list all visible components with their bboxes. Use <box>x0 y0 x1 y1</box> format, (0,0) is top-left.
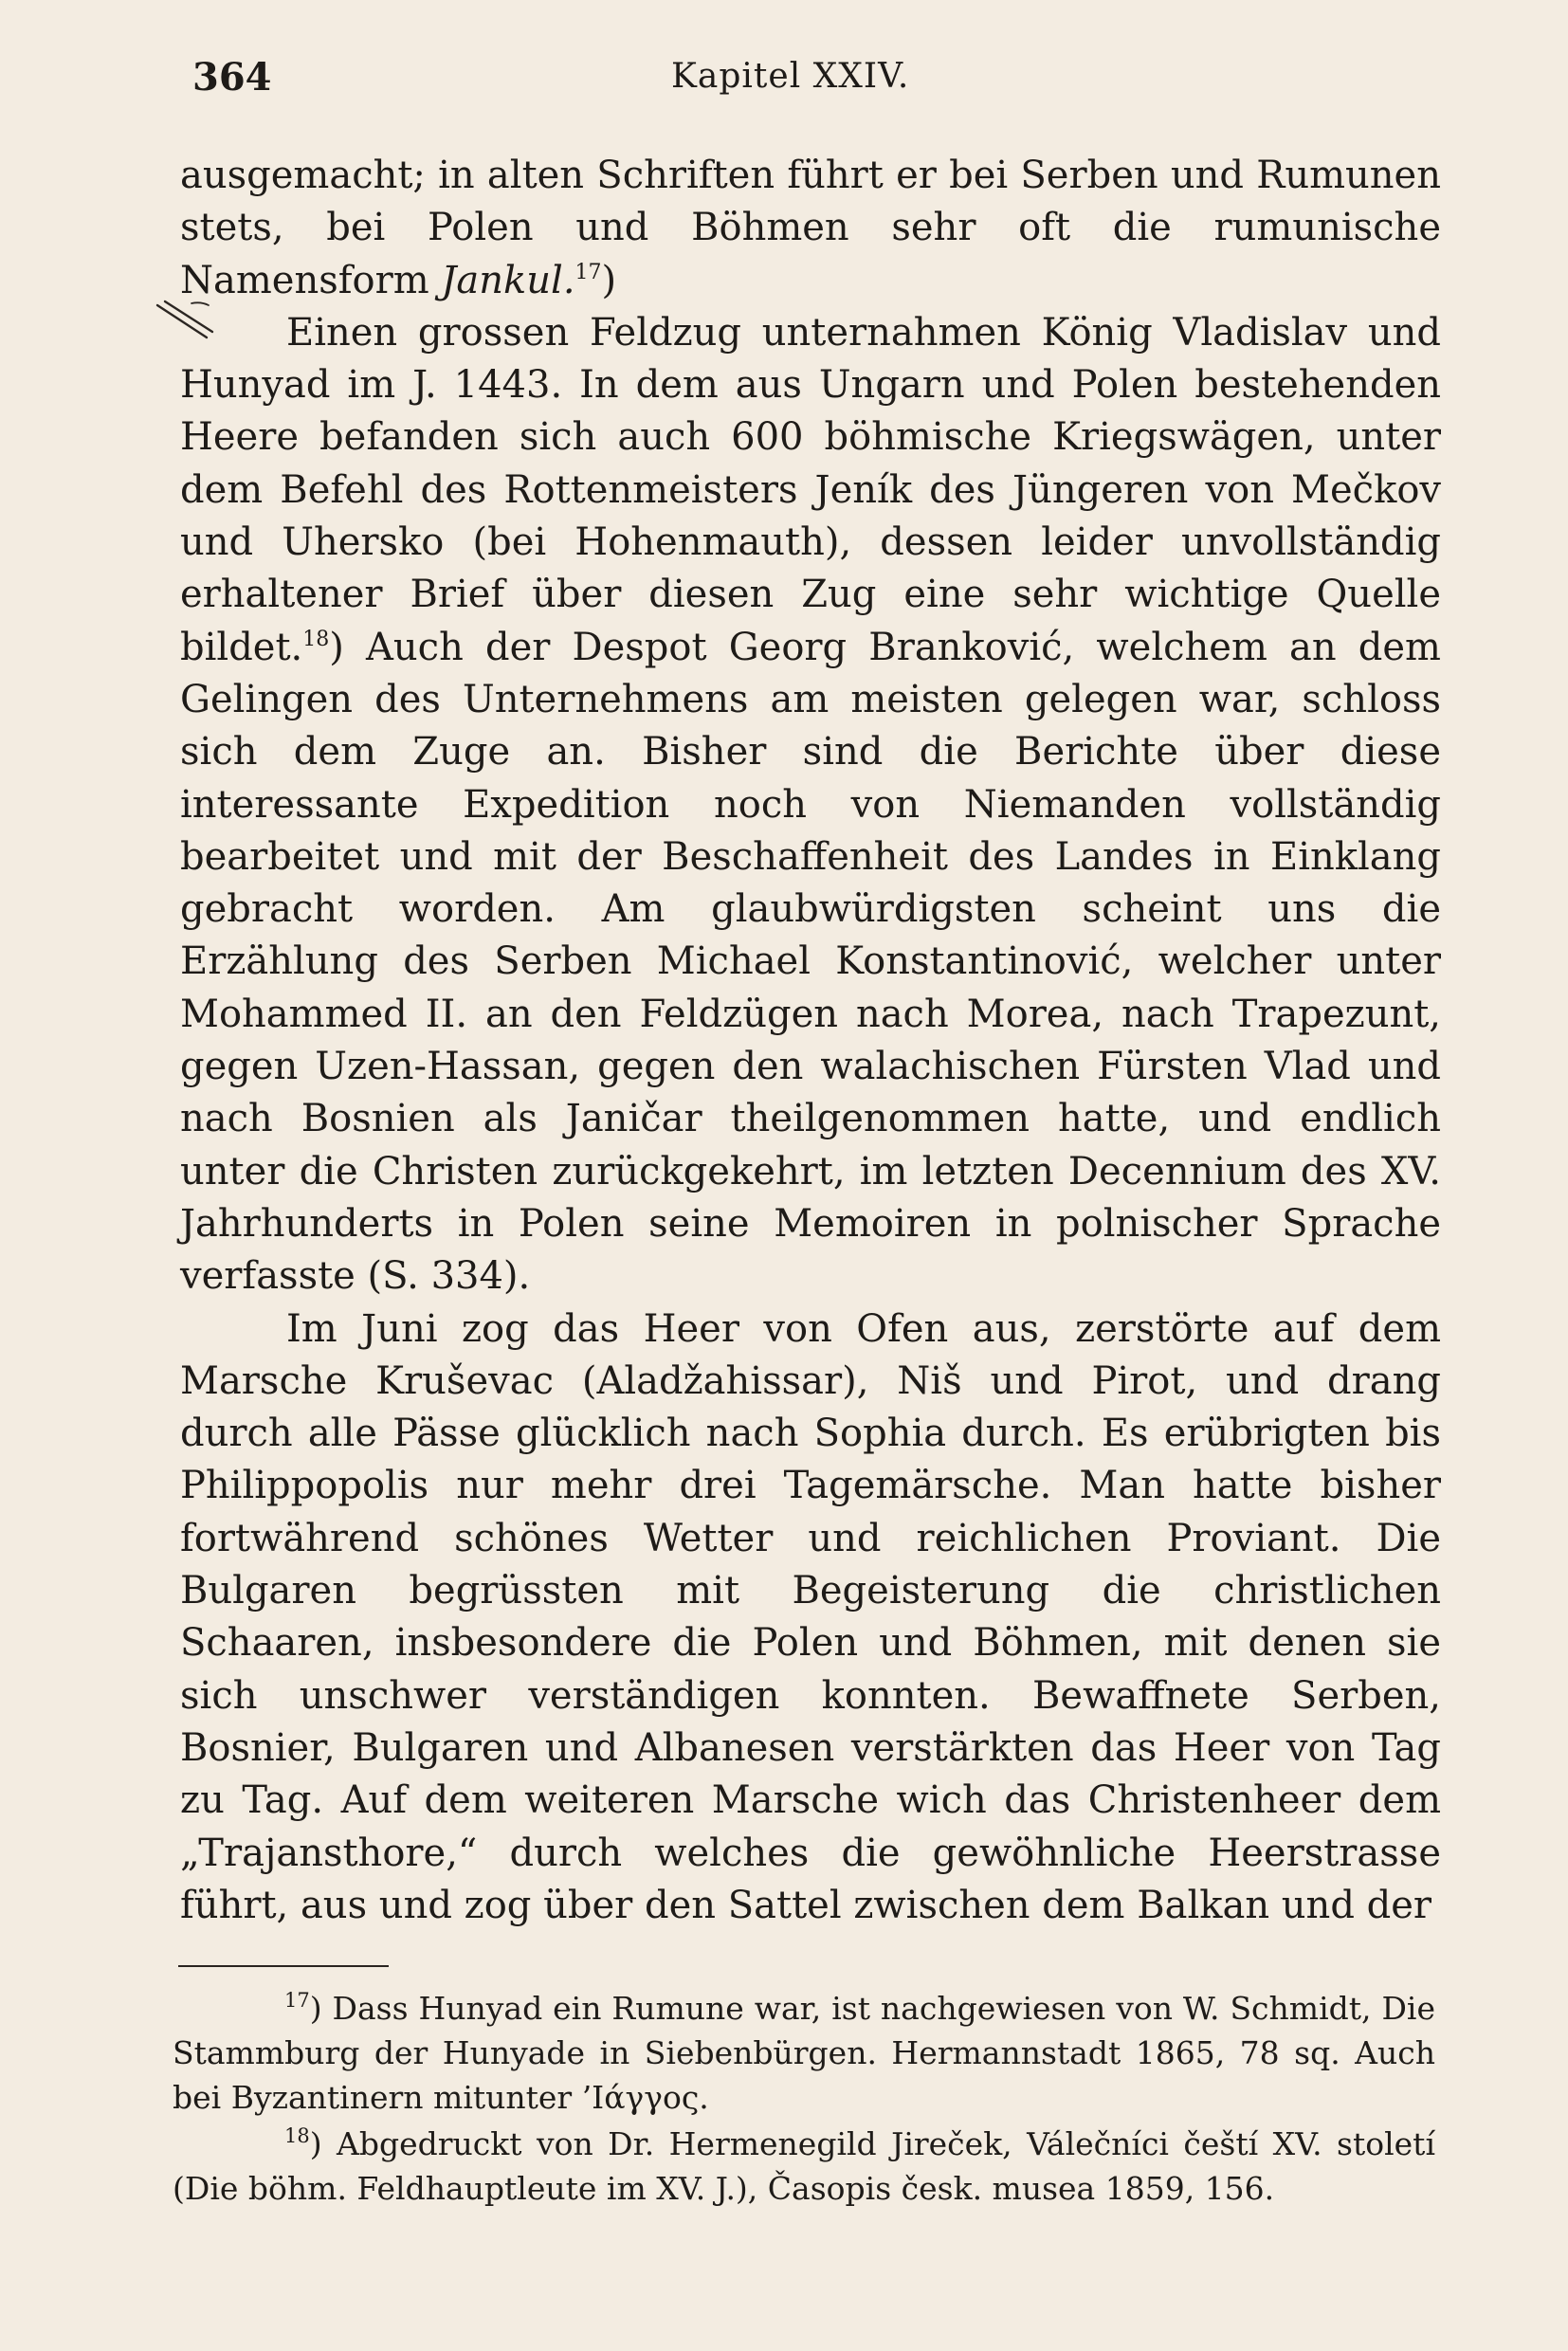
footnote-separator <box>178 1965 389 1967</box>
paragraph-1-text: ausgemacht; in alten Schriften führt er bei Serben und Rumunen stets, bei Polen und Böhmen sehr oft die rumunische Namensform <box>180 154 1441 302</box>
footnote-18-text: ) Abgedruckt von Dr. Hermenegild Jireček, Válečníci čeští XV. století (Die böhm. Feldhauptleute im XV. J.), Časopis česk. musea 1859, 156. <box>173 2125 1435 2207</box>
paragraph-1 <box>180 150 1441 307</box>
footnote-17 <box>173 1986 1435 2120</box>
italic-name-jankul: Jankul. <box>441 258 575 302</box>
footnote-18-number: 18 <box>284 2124 310 2147</box>
paragraph-3: Im Juni zog das Heer von Ofen aus, zerstörte auf dem Marsche Kruševac (Aladžahissar), Niš und Pirot, und drang durch alle Pässe glücklich nach Sophia durch. Es erübrigten bis Philippopolis nur mehr drei Tagemärsche. Man hatte bisher fortwährend schönes Wetter und reichlichen Proviant. Die Bulgaren begrüssten mit Begeisterung die christlichen Schaaren, insbesondere die Polen und Böhmen, mit denen sie sich unschwer verständigen konnten. Bewaffnete Serben, Bosnier, Bulgaren und Albanesen verstärkten das Heer von Tag zu Tag. Auf dem weiteren Marsche wich das Christenheer dem „Trajansthore,“ durch welches die gewöhnliche Heerstrasse führt, aus und zog über den Sattel zwischen dem Balkan und der <box>180 1306 1441 1927</box>
main-text <box>180 150 1441 1932</box>
paragraph-2 <box>180 307 1441 1303</box>
chapter-title: Kapitel XXIV. <box>671 57 910 96</box>
paragraph-2-text-b: ) Auch der Despot Georg Branković, welchem an dem Gelingen des Unternehmens am meisten gelegen war, schloss sich dem Zuge an. Bisher sind die Berichte über diese interessante Expedition noch von Niemanden vollständig bearbeitet und mit der Beschaffenheit des Landes in Einklang gebracht worden. Am glaubwürdigsten scheint uns die Erzählung des Serben Michael Konstantinović, welcher unter Mohammed II. an den Feldzügen nach Morea, nach Trapezunt, gegen Uzen-Hassan, gegen den walachischen Fürsten Vlad und nach Bosnien als Janičar theilgenommen hatte, und endlich unter die Christen zurückgekehrt, im letzten Decennium des XV. Jahrhunderts in Polen seine Memoiren in polnischer Sprache verfasste (S. 334). <box>180 625 1441 1299</box>
footnote-ref-18: 18 <box>302 627 330 651</box>
paragraph-1-end: ) <box>601 258 617 302</box>
footnote-17-text: ) Dass Hunyad ein Rumune war, ist nachgewiesen von W. Schmidt, Die Stammburg der Hunyade in Siebenbürgen. Hermannstadt 1865, 78 sq. Auch bei Byzantinern mitunter ’Ιάγγος. <box>173 1990 1435 2116</box>
running-head <box>0 55 1568 112</box>
paragraph-2-text-a: Einen grossen Feldzug unternahmen König Vladislav und Hunyad im J. 1443. In dem aus Ungarn und Polen bestehenden Heere befanden sich auch 600 böhmische Kriegswägen, unter dem Befehl des Rottenmeisters Jeník des Jüngeren von Mečkov und Uhersko (bei Hohenmauth), dessen leider unvollständig erhaltener Brief über diesen Zug eine sehr wichtige Quelle bildet. <box>180 310 1441 669</box>
footnote-ref-17: 17 <box>574 260 602 284</box>
page-number: 364 <box>192 55 272 100</box>
footnotes <box>173 1986 1435 2211</box>
footnote-17-number: 17 <box>284 1989 310 2012</box>
footnote-18 <box>173 2122 1435 2211</box>
